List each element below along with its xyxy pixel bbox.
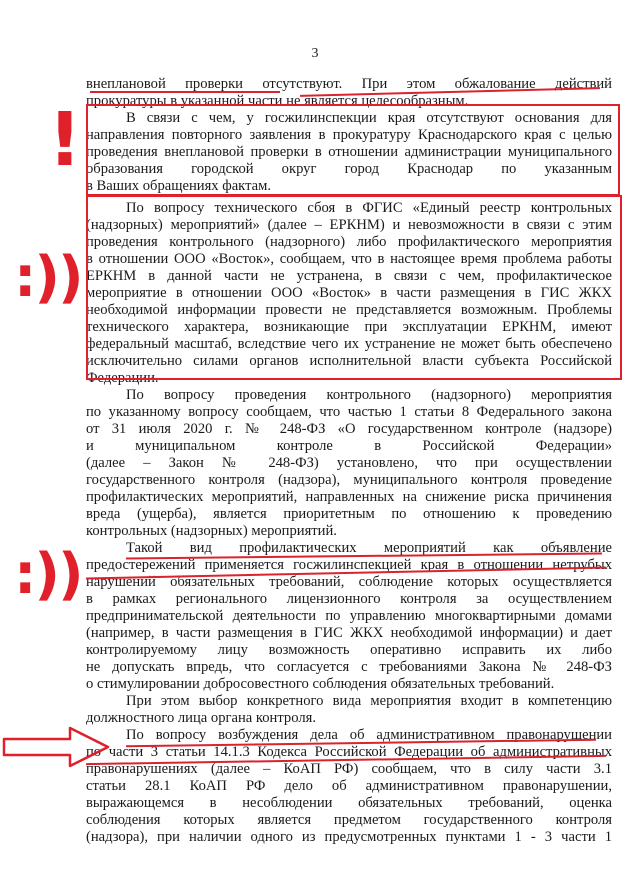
text-line: По вопросу проведения контрольного (надзорного) мероприятия [126,387,612,403]
text-line: по части 3 статьи 14.1.3 Кодекса Российской Федерации об административных [86,744,612,760]
text-line: федеральный масштаб, вследствие чего их устранение не может быть обеспечено [86,336,612,352]
text-line: правонарушениях (далее – КоАП РФ) сообщаем, что в силу части 3.1 [86,761,612,777]
text-line: в Ваших обращениях фактам. [86,178,271,194]
text-line: по указанному вопросу сообщаем, что частью 1 статьи 8 Федерального закона [86,404,612,420]
text-line: контрольных (надзорных) мероприятий. [86,523,337,539]
text-line: государственного контроля (надзора), муниципального контроля проведение [86,472,612,488]
arrow-right-icon [0,725,112,769]
text-line: (далее – Закон № 248-ФЗ) установлено, что при осуществлении [86,455,612,471]
text-line: вреда (ущерба), является приоритетным по отношению к проведению [86,506,612,522]
text-line: (например, в части размещения в ГИС ЖКХ необходимой информации) и дает [86,625,612,641]
text-line: в рамках регионального лицензионного контроля за осуществлением [86,591,612,607]
page-number: 3 [311,46,319,61]
smiley-annotation: :)) [14,245,82,310]
text-line: статьи 28.1 КоАП РФ дело об административном правонарушении, [86,778,612,794]
text-line: направления повторного заявления в прокуратуру Краснодарского края с целью [86,127,612,143]
text-line: Федерации. [86,370,159,386]
text-line: ЕРКНМ в данной части не устранена, в связи с чем, профилактическое [86,268,612,284]
text-line: внеплановой проверки отсутствуют. При этом обжалование действий [86,76,612,92]
text-line: соблюдения которых является предметом государственного контроля [86,812,612,828]
underline-mark [90,91,280,93]
text-line: выражающемся в несоблюдении обязательных требований, оценка [86,795,612,811]
text-line: необходимой информации провести не представляется возможным. Проблемы [86,302,612,318]
text-line: При этом выбор конкретного вида мероприятия входит в компетенцию [126,693,612,709]
text-line: исключительно силами органов исполнительной власти субъекта Российской [86,353,612,369]
text-line: проведения контрольного (надзорного) либо профилактического мероприятия [86,234,612,250]
text-line: не допускать впредь, что согласуется с требованиями Закона № 248-ФЗ [86,659,612,675]
text-line: от 31 июля 2020 г. № 248-ФЗ «О государственном контроле (надзоре) [86,421,612,437]
text-line: о стимулировании добросовестного соблюдения обязательных требований. [86,676,555,692]
text-line: профилактических мероприятий, направленных на снижение риска причинения [86,489,612,505]
highlight-box-1 [86,104,620,196]
text-line: технического характера, возникающие при эксплуатации ЕРКНМ, имеют [86,319,612,335]
text-line: предостережений применяется госжилинспекцией края в отношении нетрубых [86,557,612,573]
text-line: (надзорных) мероприятий» (далее – ЕРКНМ) и невозможности в связи с этим [86,217,612,233]
exclamation-mark: ! [48,97,82,183]
text-line: должностного лица органа контроля. [86,710,316,726]
text-line: По вопросу возбуждения дела об административном правонарушении [126,727,612,743]
text-line: В связи с чем, у госжилинспекции края отсутствуют основания для [126,110,612,126]
text-line: Такой вид профилактических мероприятий как объявление [126,540,612,556]
smiley-annotation: :)) [14,542,82,607]
text-line: прокуратуры в указанной части не является целесообразным. [86,93,469,109]
text-line: нарушений обязательных требований, соблюдение которых осуществляется [86,574,612,590]
text-line: и муниципальном контроле в Российской Федерации» [86,438,612,454]
text-line: проведения внеплановой проверки в отношении администрации муниципального [86,144,612,160]
text-line: предпринимательской деятельности по управлению многоквартирными домами [86,608,612,624]
text-line: (надзора), при наличии одного из предусмотренных пунктами 1 - 3 части 1 [86,829,612,845]
text-line: По вопросу технического сбоя в ФГИС «Единый реестр контрольных [126,200,612,216]
text-line: мероприятие в отношении ООО «Восток» в части размещения в ГИС ЖКХ [86,285,612,301]
text-line: в отношении ООО «Восток», сообщаем, что в настоящее время проблема работы [86,251,612,267]
text-line: контролируемому лицу возможность оперативно исправить их либо [86,642,612,658]
text-line: образования городской округ город Краснодар по указанным [86,161,612,177]
highlight-box-2 [86,195,622,380]
